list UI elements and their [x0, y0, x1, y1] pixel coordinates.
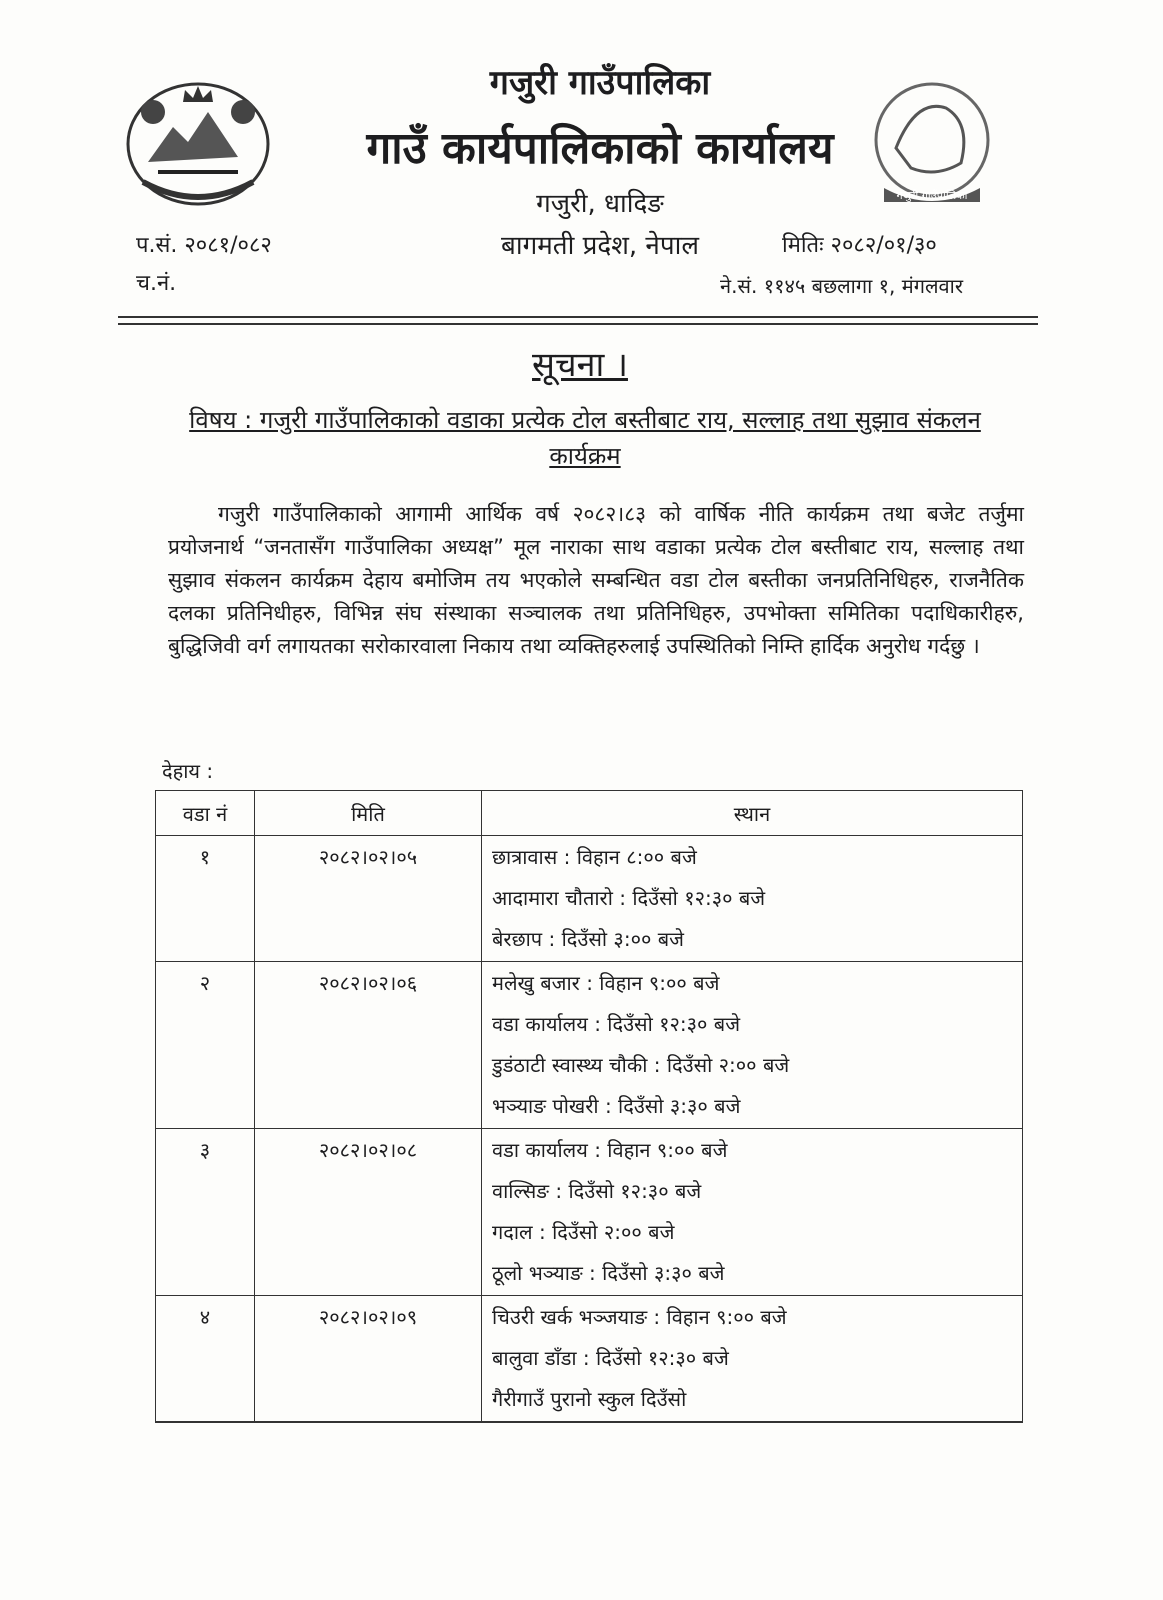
place-cell [482, 962, 1023, 1129]
place-entry: गदाल : दिउँसो २:०० बजे [492, 1220, 675, 1244]
ward-number: ३ [199, 1138, 211, 1162]
schedule-label: देहाय : [162, 759, 214, 783]
ward-number-cell [156, 1129, 255, 1296]
place-entry: छात्रावास : विहान ८:०० बजे [492, 845, 697, 869]
notice-body: गजुरी गाउँपालिकाको आगामी आर्थिक वर्ष २०८२।८३ को वार्षिक नीति कार्यक्रम तथा बजेट तर्जुमा प्रयोजनार्थ “जनतासँग गाउँपालिका अध्यक्ष” मूल नाराका साथ वडाका प्रत्येक टोल बस्तीबाट राय, सल्लाह तथा सुझाव संकलन कार्यक्रम देहाय बमोजिम तय भएकोले सम्बन्धित वडा टोल बस्तीका जनप्रतिनिधिहरु, राजनैतिक दलका प्रतिनिधीहरु, विभिन्न संघ संस्थाका सञ्चालक तथा प्रतिनिधिहरु, उपभोक्ता समितिका पदाधिकारीहरु, बुद्धिजिवी वर्ग लगायतका सरोकारवाला निकाय तथा व्यक्तिहरुलाई उपस्थितिको निम्ति हार्दिक अनुरोध गर्दछु । [168, 502, 1024, 658]
place-entry: वडा कार्यालय : विहान ९:०० बजे [492, 1138, 728, 1162]
column-header-place: स्थान [482, 791, 1023, 836]
place-entry: वडा कार्यालय : दिउँसो १२:३० बजे [492, 1012, 741, 1036]
municipality-logo-icon [866, 78, 998, 214]
address-line-2: बागमती प्रदेश, नेपाल [501, 231, 699, 261]
place-entry: मलेखु बजार : विहान ९:०० बजे [492, 971, 720, 995]
date-cell [255, 1129, 482, 1296]
ward-number: १ [199, 845, 211, 869]
notice-title: सूचना । [532, 345, 628, 385]
place-entry: ठूलो भञ्याङ : दिउँसो ३:३० बजे [492, 1261, 725, 1285]
schedule-date: २०८२।०२।०९ [318, 1305, 418, 1329]
date-cell [255, 962, 482, 1129]
ward-number-cell [156, 836, 255, 962]
issue-date: मितिः २०८२/०१/३० [782, 233, 937, 258]
ward-number-cell [156, 1296, 255, 1423]
place-entry: आदामारा चौतारो : दिउँसो १२:३० बजे [492, 886, 766, 910]
column-header-ward: वडा नं [156, 791, 255, 836]
table-row [156, 1129, 1023, 1296]
schedule-date: २०८२।०२।०५ [318, 845, 418, 869]
header-divider-top [118, 316, 1038, 318]
place-entry: गैरीगाउँ पुरानो स्कुल दिउँसो [492, 1387, 687, 1411]
place-cell [482, 836, 1023, 962]
place-entry: बालुवा डाँडा : दिउँसो १२:३० बजे [492, 1346, 729, 1370]
table-row [156, 1296, 1023, 1423]
reference-number: प.सं. २०८१/०८२ [136, 233, 272, 258]
table-row [156, 962, 1023, 1129]
place-cell [482, 1129, 1023, 1296]
place-cell [482, 1296, 1023, 1423]
municipality-logo-text: गजुरी गाउँपालिका [896, 189, 968, 202]
address-line-1: गजुरी, धादिङ [536, 189, 664, 219]
schedule-date: २०८२।०२।०६ [318, 971, 418, 995]
ward-number-cell [156, 962, 255, 1129]
ward-number: २ [199, 971, 211, 995]
place-entry: डुडंठाटी स्वास्थ्य चौकी : दिउँसो २:०० बजे [492, 1053, 790, 1077]
place-entry: वाल्सिङ : दिउँसो १२:३० बजे [492, 1179, 702, 1203]
place-entry: भञ्याङ पोखरी : दिउँसो ३:३० बजे [492, 1094, 741, 1118]
nepal-emblem-icon [113, 72, 283, 212]
schedule-date: २०८२।०२।०८ [318, 1138, 418, 1162]
table-row [156, 836, 1023, 962]
org-name: गजुरी गाउँपालिका [489, 63, 711, 103]
header-divider-bottom [118, 323, 1038, 325]
place-entry: बेरछाप : दिउँसो ३:०० बजे [492, 927, 684, 951]
place-entry: चिउरी खर्क भञ्जयाङ : विहान ९:०० बजे [492, 1305, 787, 1329]
schedule-table [155, 790, 1023, 1423]
date-cell [255, 1296, 482, 1423]
notice-subject: विषय : गजुरी गाउँपालिकाको वडाका प्रत्येक टोल बस्तीबाट राय, सल्लाह तथा सुझाव संकलन कार्यक्रम [189, 406, 981, 470]
schedule-table-body [156, 836, 1023, 1423]
date-cell [255, 836, 482, 962]
nepal-sambat-date: ने.सं. ११४५ बछलागा १, मंगलवार [720, 274, 964, 298]
column-header-date: मिति [255, 791, 482, 836]
dispatch-number: च.नं. [136, 271, 177, 296]
office-name: गाउँ कार्यपालिकाको कार्यालय [366, 123, 834, 174]
ward-number: ४ [199, 1305, 211, 1329]
